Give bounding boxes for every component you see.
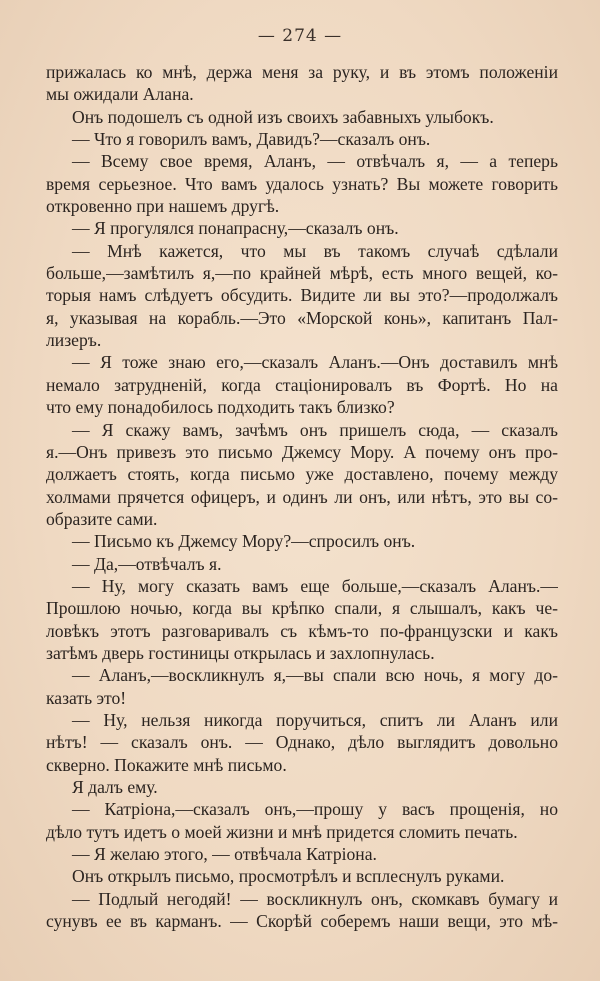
text-line: — Я прогулялся понапрасну,—сказалъ онъ.: [72, 218, 399, 239]
text-line: — Ну, нельзя никогда поручиться, спитъ ли Аланъ или: [72, 709, 558, 730]
text-line: дѣло тутъ идетъ о моей жизни и мнѣ придется сломить печать.: [46, 821, 518, 842]
text-line: затѣмъ дверь гостиницы открылась и захлопнулась.: [46, 642, 435, 663]
text-line: мы ожидали Алана.: [46, 84, 194, 105]
text-line: я.—Онъ привезъ это письмо Джемсу Мору. А почему онъ про-: [46, 441, 558, 462]
text-line: прижалась ко мнѣ, держа меня за руку, и въ этомъ положеніи: [46, 62, 558, 82]
text-line: немало затрудненій, когда стаціонировалъ въ Фортѣ. Но на: [46, 374, 558, 395]
text-line: Прошлою ночью, когда вы крѣпко спали, я слышалъ, какъ че-: [46, 598, 558, 619]
text-line: нѣтъ! — сказалъ онъ. — Однако, дѣло выглядитъ довольно: [46, 732, 558, 753]
text-line: казать это!: [46, 687, 127, 708]
text-line: — Мнѣ кажется, что мы въ такомъ случаѣ сдѣлали: [72, 240, 558, 261]
text-line: сунувъ ее въ карманъ. — Скорѣй соберемъ наши вещи, это мѣ-: [46, 911, 558, 932]
text-line: — Подлый негодяй! — воскликнулъ онъ, скомкавъ бумагу и: [72, 888, 558, 909]
text-line: Онъ подошелъ съ одной изъ своихъ забавныхъ улыбокъ.: [72, 106, 494, 127]
text-line: лизеръ.: [46, 330, 102, 351]
text-line: что ему понадобилось подходить такъ близко?: [46, 397, 395, 418]
text-line: Онъ открылъ письмо, просмотрѣлъ и всплеснулъ руками.: [72, 866, 505, 887]
page-number: — 274 —: [257, 26, 343, 46]
text-line: откровенно при нашемъ другѣ.: [46, 196, 280, 217]
text-line: образите сами.: [46, 508, 158, 529]
text-line: — Я тоже знаю его,—сказалъ Аланъ.—Онъ доставилъ мнѣ: [72, 352, 558, 373]
text-line: — Катріона,—сказалъ онъ,—прошу у васъ прощенія, но: [72, 799, 558, 820]
text-line: торыя намъ слѣдуетъ обсудить. Видите ли вы это?—продолжалъ: [46, 285, 558, 306]
text-line: — Всему свое время, Аланъ, — отвѣчалъ я, — а теперь: [72, 151, 558, 172]
text-line: я, указывая на корабль.—Это «Морской конь», капитанъ Пал-: [46, 307, 558, 328]
text-line: время серьезное. Что вамъ удалось узнать? Вы можете говорить: [46, 173, 558, 194]
text-line: скверно. Покажите мнѣ письмо.: [46, 754, 287, 775]
text-line: — Я желаю этого, — отвѣчала Катріона.: [72, 844, 377, 865]
text-line: ловѣкъ этотъ разговаривалъ съ кѣмъ-то по-французски и какъ: [46, 620, 558, 641]
text-line: — Аланъ,—воскликнулъ я,—вы спали всю ночь, я могу до-: [72, 665, 558, 686]
text-line: — Я скажу вамъ, зачѣмъ онъ пришелъ сюда, — сказалъ: [72, 419, 558, 440]
text-line: — Письмо къ Джемсу Мору?—спросилъ онъ.: [72, 531, 416, 552]
text-line: должаетъ стоять, когда письмо уже доставлено, почему между: [46, 464, 558, 485]
text-line: больше,—замѣтилъ я,—по крайней мѣрѣ, есть много вещей, ко-: [46, 263, 558, 284]
page-text: [46, 61, 558, 932]
text-line: — Ну, могу сказать вамъ еще больше,—сказалъ Аланъ.—: [72, 575, 558, 596]
text-line: холмами прячется офицеръ, и одинъ ли онъ, или нѣтъ, это вы со-: [46, 486, 558, 507]
text-line: Я далъ ему.: [72, 777, 158, 797]
text-line: — Да,—отвѣчалъ я.: [72, 553, 222, 574]
text-line: — Что я говорилъ вамъ, Давидъ?—сказалъ онъ.: [72, 129, 431, 150]
